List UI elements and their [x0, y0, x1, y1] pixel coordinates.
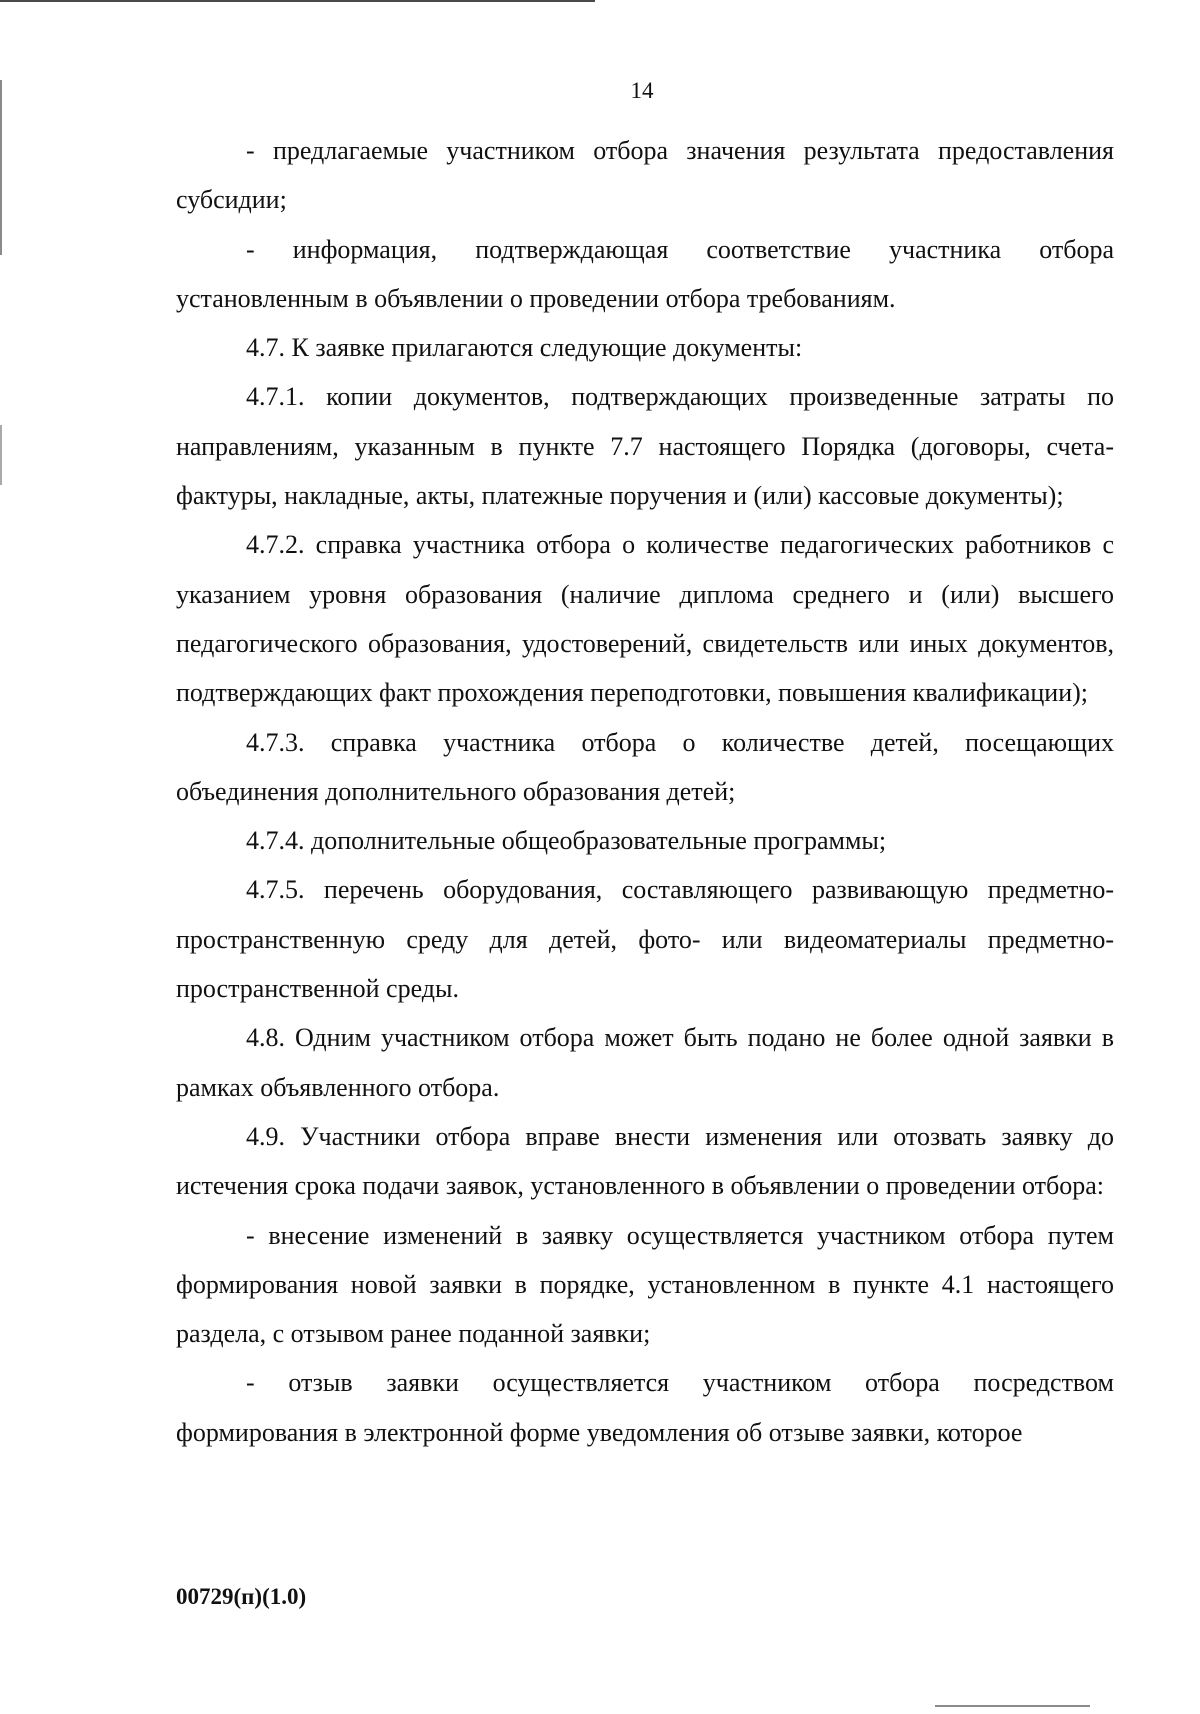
paragraph-4-7-5: 4.7.5. перечень оборудования, составляющего развивающую предметно-пространственную среду для детей, фото- или видеоматериалы предметно-пространственной среды. — [176, 875, 1114, 1004]
paragraph-4-7-4: 4.7.4. дополнительные общеобразовательные программы; — [246, 826, 887, 856]
paragraph-4-8: 4.8. Одним участником отбора может быть подано не более одной заявки в рамках объявленного отбора. — [176, 1023, 1114, 1102]
scan-edge-top — [0, 0, 595, 2]
page-number: 14 — [630, 78, 654, 103]
document-code: 00729(п)(1.0) — [176, 1584, 307, 1609]
scan-edge-left — [0, 80, 2, 255]
paragraph-4-7-1: 4.7.1. копии документов, подтверждающих произведенные затраты по направлениям, указанным в пункте 7.7 настоящего Порядка (договоры, счета-фактуры, накладные, акты, платежные поручения и (или) кассовые документы); — [176, 382, 1114, 511]
paragraph-4-9: 4.9. Участники отбора вправе внести изменения или отозвать заявку до истечения срока подачи заявок, установленного в объявлении о проведении отбора: — [176, 1121, 1114, 1201]
scan-edge-left-lower — [0, 425, 2, 485]
paragraph-4-7-2: 4.7.2. справка участника отбора о количестве педагогических работников с указанием уровня образования (наличие диплома среднего и (или) высшего педагогического образования, удостоверений, свидетельств или иных документов, подтверждающих факт прохождения переподготовки, повышения квалификации); — [176, 530, 1114, 708]
paragraph-result-values: - предлагаемые участником отбора значения результата предоставления субсидии; — [176, 136, 1114, 215]
paragraph-amendment: - внесение изменений в заявку осуществляется участником отбора путем формирования новой заявки в порядке, установленном в пункте 4.1 настоящего раздела, с отзывом ранее поданной заявки; — [176, 1220, 1114, 1349]
paragraph-compliance-info: - информация, подтверждающая соответствие участника отбора установленным в объявлении о проведении отбора требованиям. — [176, 234, 1114, 313]
paragraph-withdrawal: - отзыв заявки осуществляется участником отбора посредством формирования в электронной форме уведомления об отзыве заявки, которое — [176, 1368, 1114, 1447]
document-body — [176, 126, 1114, 1457]
paragraph-4-7-3: 4.7.3. справка участника отбора о количестве детей, посещающих объединения дополнительного образования детей; — [176, 727, 1114, 806]
paragraph-4-7: 4.7. К заявке прилагаются следующие документы: — [246, 333, 803, 363]
scan-edge-bottom — [935, 1705, 1090, 1707]
